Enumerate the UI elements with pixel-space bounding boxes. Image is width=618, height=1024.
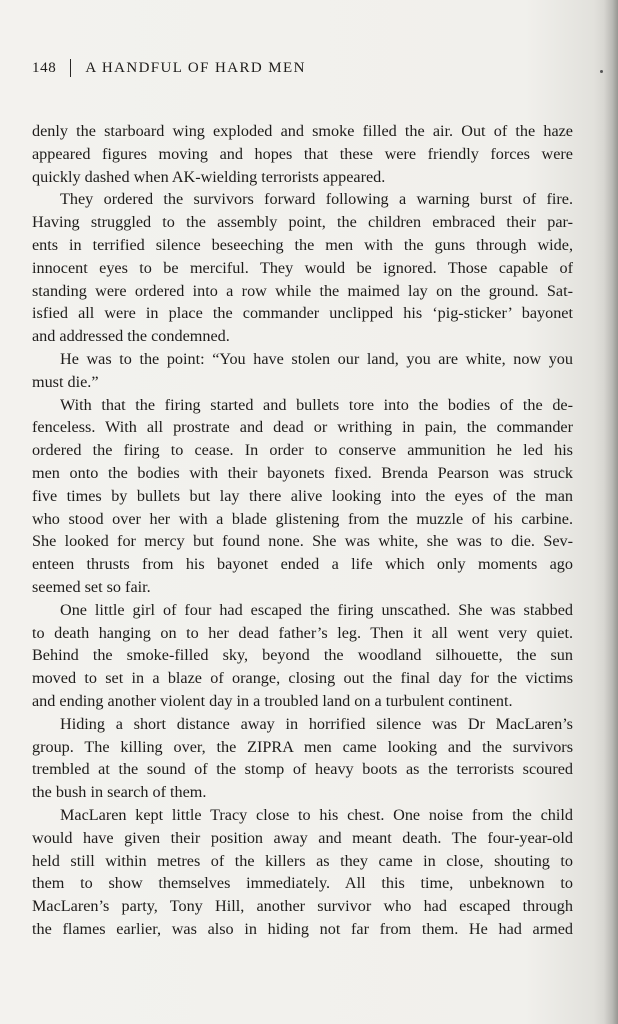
text-line: isfied all were in place the commander unclipped his ‘pig-sticker’ bayonet: [32, 304, 573, 323]
text-line: standing were ordered into a row while the maimed lay on the ground. Sat-: [32, 281, 573, 300]
text-line: fenceless. With all prostrate and dead or writhing in pain, the commander: [32, 418, 573, 437]
text-line: They ordered the survivors forward following a warning burst of fire.: [60, 190, 573, 209]
text-line: MacLaren’s party, Tony Hill, another survivor who had escaped through: [32, 897, 573, 916]
text-line: men onto the bodies with their bayonets fixed. Brenda Pearson was struck: [32, 463, 573, 482]
paragraph: [32, 348, 573, 394]
text-line: the flames earlier, was also in hiding not far from them. He had armed: [32, 919, 573, 938]
text-line: five times by bullets but lay there alive looking into the eyes of the man: [32, 486, 573, 505]
text-line: One little girl of four had escaped the firing unscathed. She was stabbed: [60, 600, 573, 619]
text-line: quickly dashed when AK-wielding terrorists appeared.: [32, 167, 386, 186]
text-line: Hiding a short distance away in horrified silence was Dr MacLaren’s: [60, 714, 573, 733]
text-line: and addressed the condemned.: [32, 327, 230, 346]
text-line: Having struggled to the assembly point, the children embraced their par-: [32, 213, 573, 232]
text-line: trembled at the sound of the stomp of heavy boots as the terrorists scoured: [32, 760, 573, 779]
book-title: A HANDFUL OF HARD MEN: [85, 59, 306, 76]
text-line: denly the starboard wing exploded and smoke filled the air. Out of the haze: [32, 122, 573, 140]
paragraph: [32, 188, 573, 348]
paragraph: [32, 804, 573, 941]
text-line: group. The killing over, the ZIPRA men came looking and the survivors: [32, 737, 573, 756]
text-line: She looked for mercy but found none. She was white, she was to die. Sev-: [32, 532, 573, 551]
text-line: the bush in search of them.: [32, 783, 207, 802]
page-edge-shadow: [604, 0, 618, 1024]
page-speck: [600, 70, 603, 73]
text-line: them to show themselves immediately. All this time, unbeknown to: [32, 874, 573, 893]
text-line: ordered the firing to cease. In order to conserve ammunition he led his: [32, 441, 573, 460]
paragraph: [32, 120, 573, 188]
text-line: to death hanging on to her dead father’s leg. Then it all went very quiet.: [32, 623, 573, 642]
text-line: who stood over her with a blade glistening from the muzzle of his carbine.: [32, 509, 573, 528]
text-line: would have given their position away and meant death. The four-year-old: [32, 828, 573, 847]
paragraph: [32, 713, 573, 804]
paragraph: [32, 599, 573, 713]
text-line: With that the firing started and bullets tore into the bodies of the de-: [60, 395, 573, 414]
text-line: seemed set so fair.: [32, 577, 151, 596]
text-line: and ending another violent day in a troubled land on a turbulent continent.: [32, 691, 513, 710]
text-line: innocent eyes to be merciful. They would be ignored. Those capable of: [32, 258, 573, 277]
text-line: appeared figures moving and hopes that these were friendly forces were: [32, 144, 573, 163]
text-line: ents in terrified silence beseeching the men with the guns through wide,: [32, 235, 573, 254]
header-divider: [70, 59, 71, 77]
paragraph: [32, 394, 573, 599]
running-header: [32, 57, 306, 79]
text-line: He was to the point: “You have stolen our land, you are white, now you: [60, 349, 573, 368]
page-number: 148: [32, 59, 57, 76]
text-line: MacLaren kept little Tracy close to his chest. One noise from the child: [60, 805, 573, 824]
text-line: moved to set in a blaze of orange, closing out the final day for the victims: [32, 669, 573, 688]
text-line: held still within metres of the killers as they came in close, shouting to: [32, 851, 573, 870]
text-line: enteen thrusts from his bayonet ended a life which only moments ago: [32, 555, 573, 574]
body-text: [32, 120, 573, 941]
text-line: Behind the smoke-filled sky, beyond the woodland silhouette, the sun: [32, 646, 573, 665]
text-line: must die.”: [32, 372, 99, 391]
